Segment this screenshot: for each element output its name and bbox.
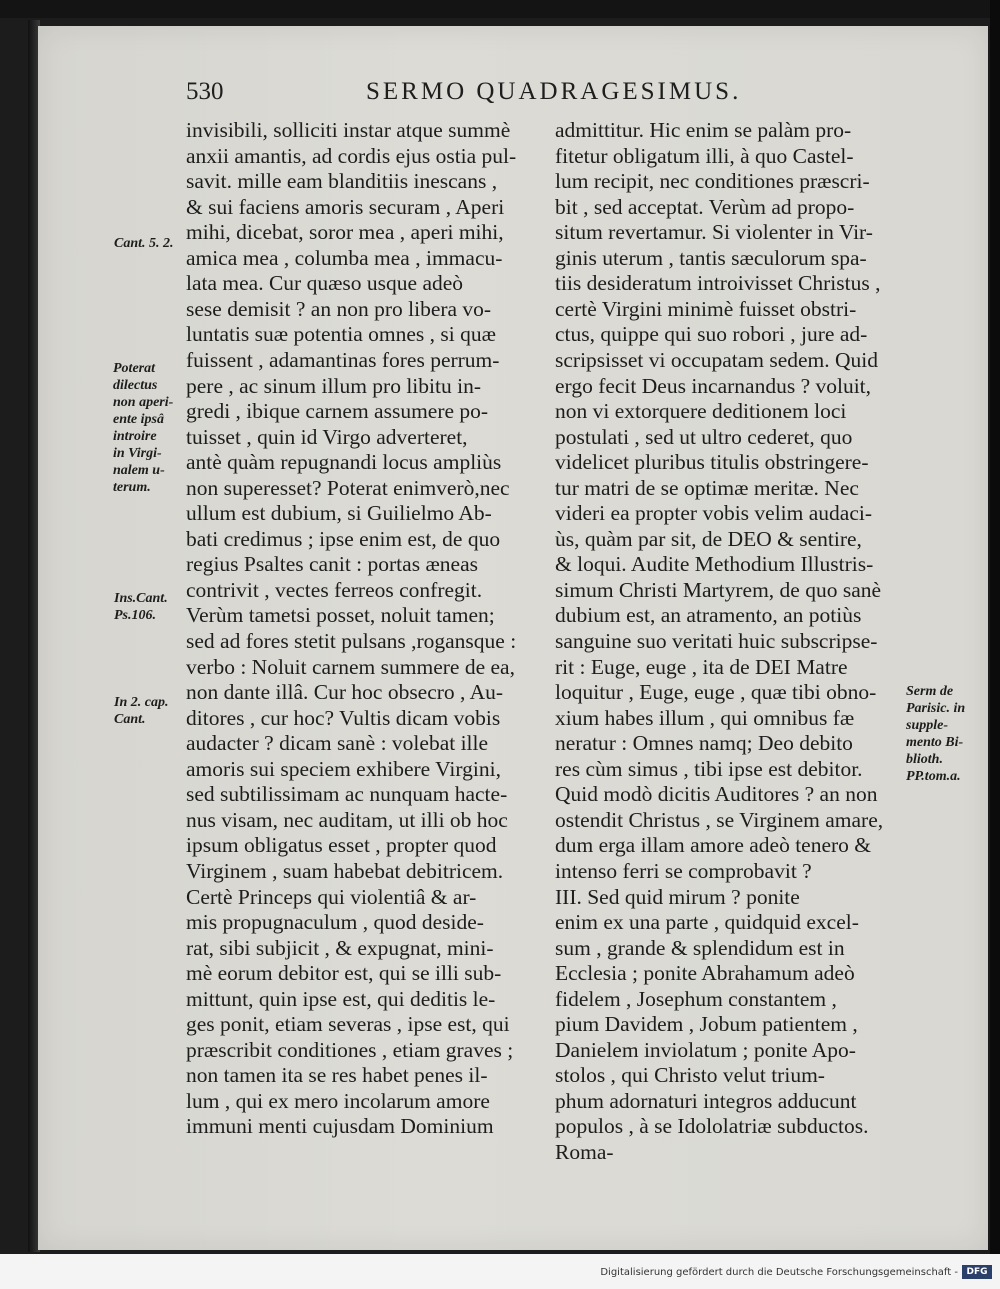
text-line: populos , à se Idololatriæ subductos. (555, 1114, 869, 1139)
text-line: xium habes illum , qui omnibus fæ (555, 705, 855, 730)
text-line: pium Davidem , Jobum patientem , (555, 1012, 858, 1037)
margin-note-serm (906, 683, 965, 785)
page-header (186, 78, 746, 112)
margin-note-line: blioth. (906, 752, 943, 767)
margin-note-line: Poterat (113, 361, 155, 376)
margin-note-line: Ins.Cant. (114, 591, 168, 606)
text-line: regius Psaltes canit : portas æneas (186, 552, 478, 577)
text-line: ullum est dubium, si Guilielmo Ab- (186, 501, 492, 526)
text-line: sum , grande & splendidum est in (555, 935, 845, 960)
text-line: Certè Princeps qui violentiâ & ar- (186, 884, 477, 909)
text-line: rat, sibi subjicit , & expugnat, mini- (186, 935, 494, 960)
text-line: Roma- (555, 1140, 614, 1164)
text-line: videlicet pluribus titulis obstringere- (555, 450, 869, 475)
text-line: ctus, quippe qui suo robori , jure ad- (555, 322, 868, 347)
text-line: luntatis suæ potentia omnes , si quæ (186, 322, 496, 347)
text-line: dubium est, an atramento, an potiùs (555, 603, 862, 628)
text-line: gredi , ibique carnem assumere po- (186, 399, 489, 424)
text-line: mè eorum debitor est, qui se illi sub- (186, 961, 502, 986)
scan-border-right (990, 0, 1000, 1289)
text-line: immuni menti cujusdam Dominium (186, 1114, 494, 1139)
margin-note-line: Cant. (114, 712, 146, 727)
text-line: admittitur. Hic enim se palàm pro- (555, 118, 852, 142)
text-line: amica mea , columba mea , immacu- (186, 245, 503, 270)
text-line: Quid modò dicitis Auditores ? an non (555, 782, 878, 807)
text-line: tiis desideratum introivisset Christus , (555, 271, 881, 296)
margin-note-cant (114, 235, 174, 252)
margin-note-line: Parisic. in (906, 701, 966, 716)
footer-bar (0, 1254, 1000, 1289)
text-line: certè Virgini minimè fuisset obstri- (555, 296, 857, 321)
text-line: situm revertamur. Si violenter in Vir- (555, 220, 873, 245)
text-line: Verùm tametsi posset, noluit tamen; (186, 603, 495, 628)
text-line: non dante illâ. Cur hoc obsecro , Au- (186, 680, 504, 705)
text-line: lum , qui ex mero incolarum amore (186, 1088, 490, 1113)
scan-border-top (0, 0, 1000, 18)
text-line: sed ad fores stetit pulsans ,rogansque : (186, 629, 517, 653)
text-line: fidelem , Josephum constantem , (555, 986, 837, 1011)
margin-note-poterat (113, 360, 173, 496)
text-line: non tamen ita se res habet penes il- (186, 1063, 488, 1088)
text-line: loquitur , Euge, euge , quæ tibi obno- (555, 680, 877, 705)
text-line: mittunt, quin ipse est, qui deditis le- (186, 986, 496, 1011)
margin-note-in-cap (114, 694, 168, 728)
text-line: enim ex una parte , quidquid excel- (555, 910, 859, 935)
footer-credit: Digitalisierung gefördert durch die Deutsche Forschungsgemeinschaft - (600, 1267, 958, 1278)
text-line: ùs, quàm par sit, de DEO & sentire, (555, 526, 862, 551)
text-line: simum Christi Martyrem, de quo sanè (555, 577, 882, 602)
text-line: Virginem , suam habebat debitricem. (186, 858, 504, 883)
text-line: ges ponit, etiam severas , ipse est, qui (186, 1012, 510, 1037)
margin-note-psalm (114, 590, 168, 624)
margin-note-line: Serm de (906, 684, 954, 699)
text-line: præscribit conditiones , etiam graves ; (186, 1037, 514, 1062)
text-line: tuisset , quin id Virgo adverteret, (186, 424, 468, 449)
text-line: verbo : Noluit carnem summere de ea, (186, 654, 515, 679)
text-line: & loqui. Audite Methodium Illustris- (555, 552, 874, 577)
text-line: lata mea. Cur quæso usque adeò (186, 271, 464, 296)
text-line: res cùm simus , tibi ipse est debitor. (555, 756, 863, 781)
text-line: neratur : Omnes namq; Deo debito (555, 731, 853, 756)
page-number: 530 (186, 78, 224, 105)
text-line: bati credimus ; ipse enim est, de quo (186, 526, 501, 551)
margin-note-line: nalem u- (113, 463, 165, 478)
text-line: fitetur obligatum illi, à quo Castel- (555, 143, 854, 168)
text-line: intenso ferri se comprobavit ? (555, 858, 812, 883)
text-line: Danielem inviolatum ; ponite Apo- (555, 1037, 856, 1062)
text-line: lum recipit, nec conditiones præscri- (555, 169, 870, 194)
margin-note-line: introire (113, 429, 157, 444)
text-line: non superesset? Poterat enimverò,nec (186, 475, 510, 500)
running-title: SERMO QUADRAGESIMUS. (366, 78, 742, 105)
margin-note-line: dilectus (113, 378, 158, 393)
text-line: Ecclesia ; ponite Abrahamum adeò (555, 961, 855, 986)
text-line: ergo fecit Deus incarnandus ? voluit, (555, 373, 872, 398)
text-line: invisibili, solliciti instar atque summè (186, 118, 511, 142)
margin-note-line: Cant. 5. 2. (114, 236, 174, 251)
text-line: ginis uterum , tantis sæculorum spa- (555, 245, 867, 270)
margin-note-line: ente ipsâ (113, 412, 164, 427)
text-line: contrivit , vectes ferreos confregit. (186, 577, 483, 602)
text-line: scripsisset vi occupatam sedem. Quid (555, 347, 879, 372)
text-line: stolos , qui Christo velut trium- (555, 1063, 825, 1088)
margin-note-line: in Virgi- (113, 446, 162, 461)
text-line: & sui faciens amoris securam , Aperi (186, 194, 505, 219)
margin-note-line: non aperi- (113, 395, 174, 410)
text-line: savit. mille eam blanditiis inescans , (186, 169, 498, 194)
text-line: mis propugnaculum , quod deside- (186, 910, 484, 935)
text-line: postulati , sed ut ultro cederet, quo (555, 424, 853, 449)
dfg-logo: DFG (962, 1265, 992, 1279)
text-line: amoris sui speciem exhibere Virgini, (186, 756, 501, 781)
margin-note-line: supple- (906, 718, 948, 733)
text-line: mihi, dicebat, soror mea , aperi mihi, (186, 220, 504, 245)
margin-note-line: In 2. cap. (114, 695, 169, 710)
text-line: pere , ac sinum illum pro libitu in- (186, 373, 481, 398)
text-line: sese demisit ? an non pro libera vo- (186, 296, 492, 321)
text-line: III. Sed quid mirum ? ponite (555, 884, 800, 909)
text-line: anxii amantis, ad cordis ejus ostia pul- (186, 143, 517, 168)
text-line: sed subtilissimam ac nunquam hacte- (186, 782, 508, 807)
margin-note-line: mento Bi- (906, 735, 964, 750)
text-line: bit , sed acceptat. Verùm ad propo- (555, 194, 855, 219)
text-line: rit : Euge, euge , ita de DEI Matre (555, 654, 848, 679)
text-line: ditores , cur hoc? Vultis dicam vobis (186, 705, 501, 730)
text-line: ipsum obligatus esset , propter quod (186, 833, 497, 858)
margin-note-line: PP.tom.a. (906, 769, 961, 784)
text-line: fuissent , adamantinas fores perrum- (186, 347, 500, 372)
text-line: phum adornaturi integros adducunt (555, 1088, 857, 1113)
text-line: tur matri de se optimæ meritæ. Nec (555, 475, 859, 500)
margin-note-line: terum. (113, 480, 151, 495)
text-line: audacter ? dicam sanè : volebat ille (186, 731, 489, 756)
text-line: dum erga illam amore adeò tenero & (555, 833, 872, 858)
text-line: non vi extorquere deditionem loci (555, 399, 847, 424)
text-line: videri ea propter vobis velim audaci- (555, 501, 873, 526)
text-line: sanguine suo veritati huic subscripse- (555, 629, 878, 653)
text-line: nus visam, nec auditam, ut illi ob hoc (186, 807, 508, 832)
text-line: ostendit Christus , se Virginem amare, (555, 807, 884, 832)
margin-note-line: Ps.106. (114, 608, 156, 623)
text-line: antè quàm repugnandi locus ampliùs (186, 450, 502, 475)
